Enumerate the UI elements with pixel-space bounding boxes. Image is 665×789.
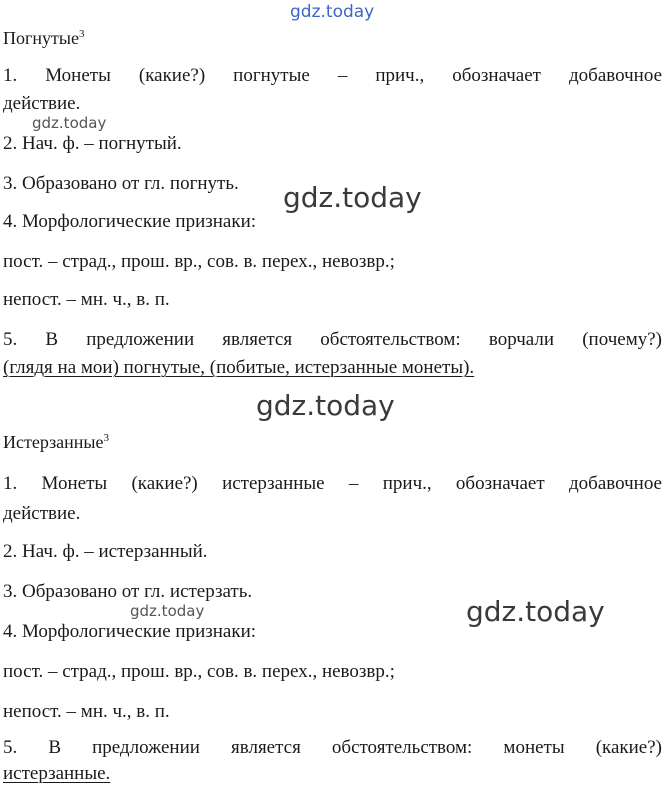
section2-point5-line2: истерзанные. <box>3 763 111 784</box>
watermark-1: gdz.today <box>32 114 107 132</box>
section1-constant-features: пост. – страд., прош. вр., сов. в. перех., невозвр.; <box>3 251 395 272</box>
section2-variable-features: непост. – мн. ч., в. п. <box>3 701 170 722</box>
watermark-4: gdz.today <box>130 602 205 620</box>
section2-constant-features: пост. – страд., прош. вр., сов. в. перех., невозвр.; <box>3 661 395 682</box>
section1-point1-line2: действие. <box>3 93 81 114</box>
section1-point2: 2. Нач. ф. – погнутый. <box>3 133 182 154</box>
section2-point1-line1: 1. Монеты (какие?) истерзанные – прич., обозначает добавочное <box>3 473 662 494</box>
section2-point5-line1: 5. В предложении является обстоятельством: монеты (какие?) <box>3 737 662 758</box>
watermark-5: gdz.today <box>466 595 605 628</box>
watermark-2: gdz.today <box>283 181 422 214</box>
section1-point5-line2: (глядя на мои) погнутые, (побитые, истерзанные монеты). <box>3 357 475 378</box>
section2-point2: 2. Нач. ф. – истерзанный. <box>3 541 208 562</box>
section1-point4: 4. Морфологические признаки: <box>3 211 257 232</box>
section1-heading: Погнутые$^3$ <box>3 28 85 48</box>
section2-heading: Истерзанные$^3$ <box>3 432 110 452</box>
section2-point1-line2: действие. <box>3 503 81 524</box>
section1-point1-line1: 1. Монеты (какие?) погнутые – прич., обозначает добавочное <box>3 65 662 86</box>
section1-point5-line1: 5. В предложении является обстоятельством: ворчали (почему?) <box>3 329 662 350</box>
section1-point3: 3. Образовано от гл. погнуть. <box>3 173 239 194</box>
watermark-3: gdz.today <box>256 389 395 422</box>
section1-variable-features: непост. – мн. ч., в. п. <box>3 289 170 310</box>
watermark-top: gdz.today <box>290 2 375 22</box>
section2-point3: 3. Образовано от гл. истерзать. <box>3 581 253 602</box>
section2-point4: 4. Морфологические признаки: <box>3 621 257 642</box>
